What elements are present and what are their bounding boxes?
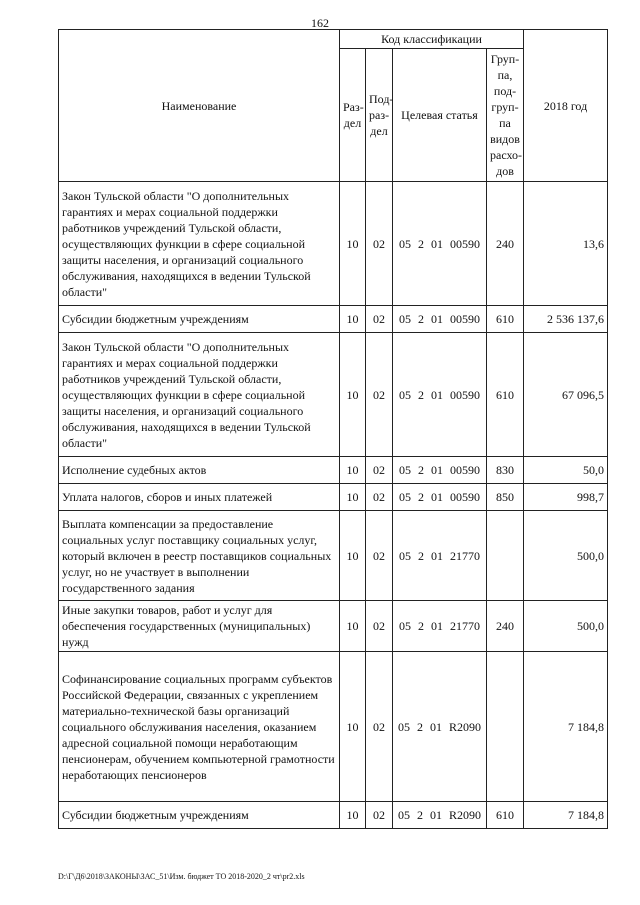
row-target-article <box>393 511 487 601</box>
row-group: 850 <box>487 484 524 511</box>
header-podrazdel: Под-раз-дел <box>366 49 393 182</box>
row-razdel: 10 <box>340 601 366 652</box>
row-razdel: 10 <box>340 652 366 802</box>
target-part-4: 00590 <box>450 236 480 251</box>
target-part-3: 01 <box>431 619 443 633</box>
table-row <box>59 511 608 601</box>
target-part-3: 01 <box>429 808 442 822</box>
target-part-2: 2 <box>416 719 423 734</box>
row-amount: 50,0 <box>524 457 608 484</box>
row-group: 830 <box>487 457 524 484</box>
row-razdel: 10 <box>340 182 366 306</box>
row-group: 240 <box>487 601 524 652</box>
row-razdel: 10 <box>340 484 366 511</box>
row-amount: 7 184,8 <box>524 652 608 802</box>
target-part-4: 00590 <box>450 387 480 402</box>
target-part-4: 21770 <box>450 619 480 633</box>
target-part-2: 2 <box>418 548 424 563</box>
row-group <box>487 652 524 802</box>
header-name: Наименование <box>59 30 340 182</box>
target-part-1: 05 <box>397 808 410 822</box>
target-part-3: 01 <box>431 312 443 326</box>
row-group: 610 <box>487 802 524 829</box>
row-target-article <box>393 333 487 457</box>
table-row <box>59 306 608 333</box>
page-number: 162 <box>311 16 329 30</box>
table-row <box>59 484 608 511</box>
target-part-2: 2 <box>418 236 424 251</box>
row-target-article <box>393 802 487 829</box>
table-row <box>59 652 608 802</box>
table-body <box>59 182 608 829</box>
table-header <box>59 30 608 182</box>
row-podrazdel: 02 <box>366 306 393 333</box>
target-part-1: 05 <box>399 548 411 563</box>
target-part-2: 2 <box>418 387 424 402</box>
row-name: Субсидии бюджетным учреждениям <box>59 802 340 829</box>
target-part-2: 2 <box>418 490 424 504</box>
target-part-3: 01 <box>429 719 442 734</box>
table-row <box>59 457 608 484</box>
target-part-2: 2 <box>418 312 424 326</box>
row-name: Выплата компенсации за предоставление социальных услуг поставщику социальных услуг, который включен в реестр поставщиков социальных услуг, но не участвует в выполнении государственного задания <box>59 511 340 601</box>
target-part-1: 05 <box>399 463 411 477</box>
row-target-article <box>393 484 487 511</box>
row-razdel: 10 <box>340 511 366 601</box>
target-part-2: 2 <box>418 619 424 633</box>
target-part-1: 05 <box>399 236 411 251</box>
target-part-2: 2 <box>418 463 424 477</box>
row-group: 610 <box>487 306 524 333</box>
row-amount: 500,0 <box>524 511 608 601</box>
row-name: Закон Тульской области "О дополнительных гарантиях и мерах социальной поддержки работников учреждений Тульской области, осуществляющих функции в сфере социальной защиты населения, и организаций социального обслуживания, находящихся в ведении Тульской области" <box>59 333 340 457</box>
row-amount: 500,0 <box>524 601 608 652</box>
row-target-article <box>393 306 487 333</box>
row-podrazdel: 02 <box>366 457 393 484</box>
row-amount: 13,6 <box>524 182 608 306</box>
row-group: 240 <box>487 182 524 306</box>
file-path-footer: D:\Г\Д6\2018\ЗАКОНЫ\ЗАС_51\Изм. бюджет ТО 2018-2020_2 чт\pr2.xls <box>58 872 305 881</box>
target-part-3: 01 <box>431 463 443 477</box>
row-target-article <box>393 652 487 802</box>
row-podrazdel: 02 <box>366 802 393 829</box>
row-group: 610 <box>487 333 524 457</box>
row-amount: 7 184,8 <box>524 802 608 829</box>
target-part-3: 01 <box>431 548 443 563</box>
row-target-article <box>393 601 487 652</box>
row-name: Иные закупки товаров, работ и услуг для обеспечения государственных (муниципальных) нужд <box>59 601 340 652</box>
row-name: Закон Тульской области "О дополнительных гарантиях и мерах социальной поддержки работников учреждений Тульской области, осуществляющих функции в сфере социальной защиты населения, и организаций социального обслуживания, находящихся в ведении Тульской области" <box>59 182 340 306</box>
row-razdel: 10 <box>340 306 366 333</box>
row-podrazdel: 02 <box>366 333 393 457</box>
target-part-1: 05 <box>399 619 411 633</box>
target-part-1: 05 <box>399 490 411 504</box>
row-name: Субсидии бюджетным учреждениям <box>59 306 340 333</box>
table-row <box>59 333 608 457</box>
row-razdel: 10 <box>340 802 366 829</box>
target-part-4: 00590 <box>450 312 480 326</box>
header-razdel: Раз-дел <box>340 49 366 182</box>
header-code: Код классификации <box>340 30 524 49</box>
target-part-3: 01 <box>431 387 443 402</box>
table-row <box>59 802 608 829</box>
row-razdel: 10 <box>340 457 366 484</box>
row-razdel: 10 <box>340 333 366 457</box>
row-name: Уплата налогов, сборов и иных платежей <box>59 484 340 511</box>
row-name: Исполнение судебных актов <box>59 457 340 484</box>
row-amount: 998,7 <box>524 484 608 511</box>
target-part-4: 21770 <box>450 548 480 563</box>
target-part-4: R2090 <box>448 719 481 734</box>
row-podrazdel: 02 <box>366 484 393 511</box>
row-podrazdel: 02 <box>366 511 393 601</box>
row-podrazdel: 02 <box>366 182 393 306</box>
header-target: Целевая статья <box>393 49 487 182</box>
row-podrazdel: 02 <box>366 652 393 802</box>
target-part-1: 05 <box>399 387 411 402</box>
target-part-1: 05 <box>399 312 411 326</box>
target-part-4: 00590 <box>450 490 480 504</box>
table-row <box>59 182 608 306</box>
target-part-2: 2 <box>416 808 423 822</box>
target-part-3: 01 <box>431 490 443 504</box>
target-part-4: R2090 <box>448 808 481 822</box>
row-target-article <box>393 182 487 306</box>
row-target-article <box>393 457 487 484</box>
header-year: 2018 год <box>524 30 608 182</box>
row-group <box>487 511 524 601</box>
header-group: Груп-па, под-груп-па видов расхо-дов <box>487 49 524 182</box>
budget-table <box>58 29 608 829</box>
target-part-4: 00590 <box>450 463 480 477</box>
row-amount: 2 536 137,6 <box>524 306 608 333</box>
table-row <box>59 601 608 652</box>
row-amount: 67 096,5 <box>524 333 608 457</box>
row-podrazdel: 02 <box>366 601 393 652</box>
row-name: Софинансирование социальных программ субъектов Российской Федерации, связанных с укреплением материально-технической базы организаций социального обслуживания населения, оказанием адресной социальной помощи неработающим пенсионерам, обучением компьютерной грамотности неработающих пенсионеров <box>59 652 340 802</box>
target-part-1: 05 <box>397 719 410 734</box>
target-part-3: 01 <box>431 236 443 251</box>
